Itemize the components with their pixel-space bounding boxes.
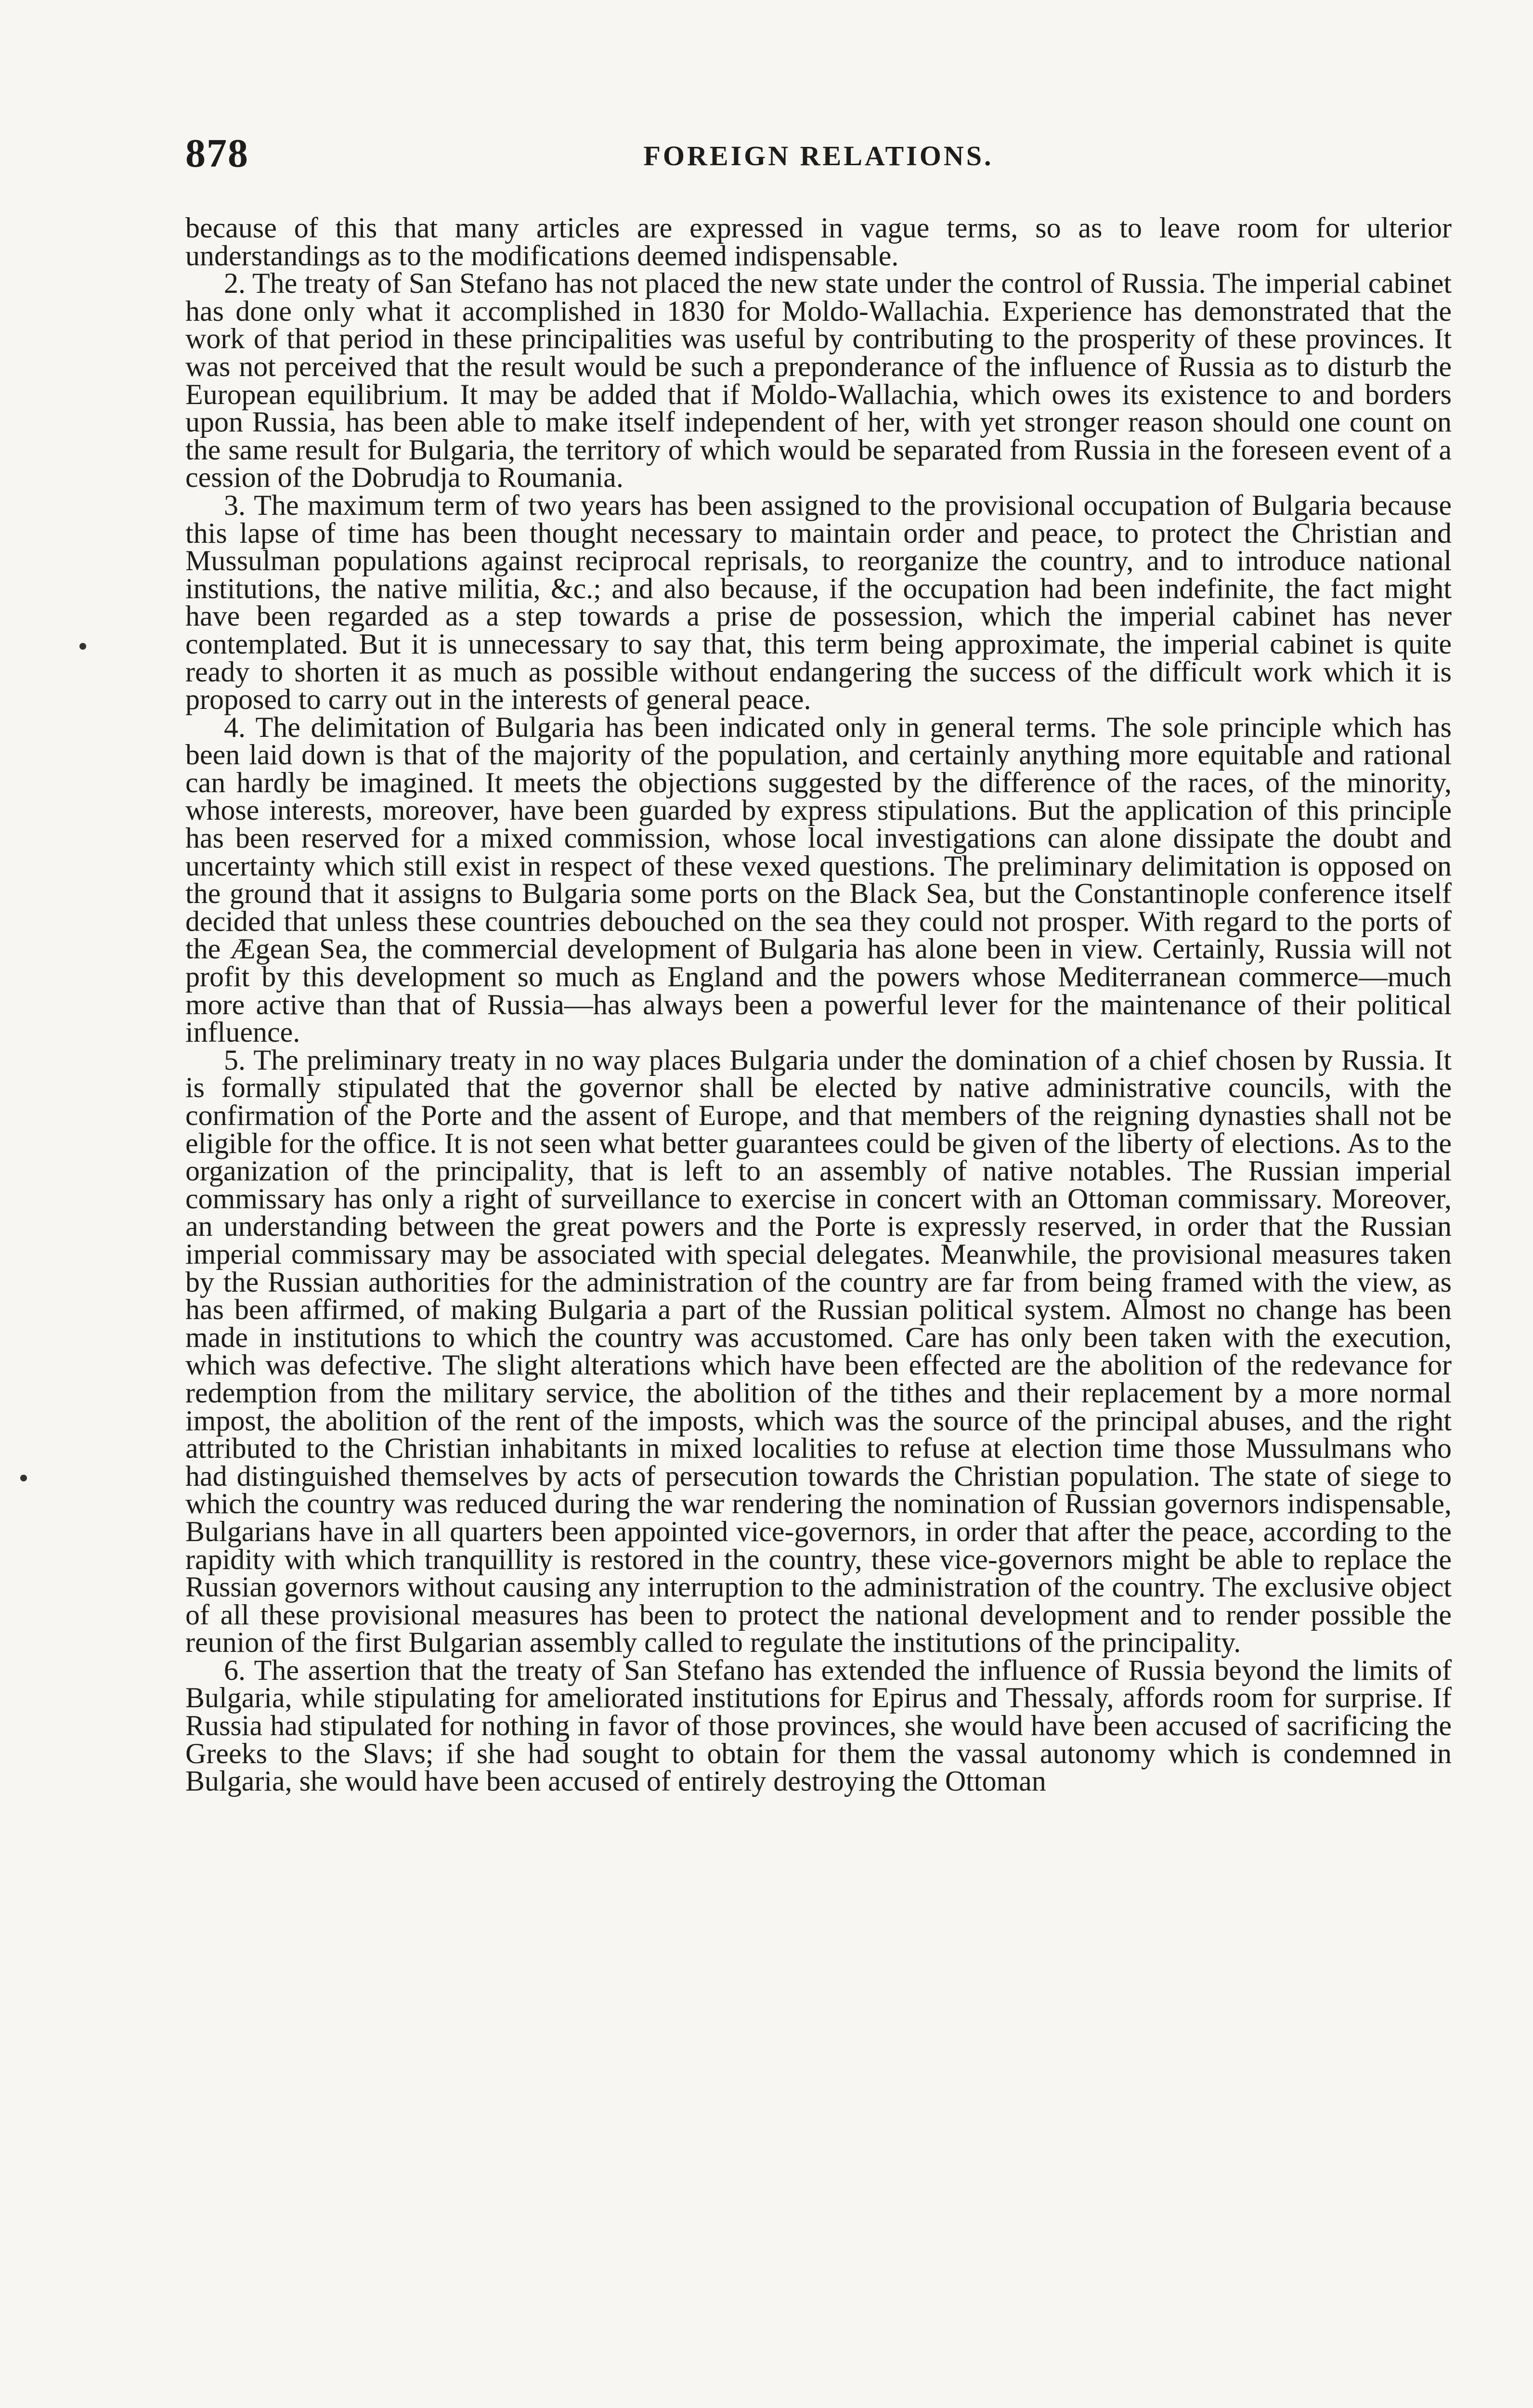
paragraph-6: 6. The assertion that the treaty of San Stefano has extended the influence of Russia beyond the limits of Bulgaria, while stipulating for ameliorated institutions for Epirus and Thessaly, affords room for surprise. If Russia had stipulated for nothing in favor of those provinces, she would have been accused of sacrificing the Greeks to the Slavs; if she had sought to obtain for them the vassal autonomy which is condemned in Bulgaria, she would have been accused of entirely destroying the Ottoman — [185, 1654, 1452, 1797]
page-header — [185, 130, 1452, 183]
paragraph-3: 3. The maximum term of two years has been assigned to the provisional occupation of Bulgaria because this lapse of time has been thought necessary to maintain order and peace, to protect the Christian and Mussulman populations against reciprocal reprisals, to reorganize the country, and to introduce national institutions, the native militia, &c.; and also because, if the occupation had been indefinite, the fact might have been regarded as a step towards a prise de possession, which the imperial cabinet has never contemplated. But it is unnecessary to say that, this term being approximate, the imperial cabinet is quite ready to shorten it as much as possible without endangering the success of the difficult work which it is proposed to carry out in the interests of general peace. — [185, 489, 1452, 716]
running-title: FOREIGN RELATIONS. — [643, 140, 994, 171]
margin-dot — [20, 1475, 27, 1481]
body-text — [185, 214, 1452, 1795]
paragraph-2: 2. The treaty of San Stefano has not placed the new state under the control of Russia. The imperial cabinet has done only what it accomplished in 1830 for Moldo-Wallachia. Experience has demonstrated that the work of that period in these principalities was useful by contributing to the prosperity of these provinces. It was not perceived that the result would be such a preponderance of the influence of Russia as to disturb the European equilibrium. It may be added that if Moldo-Wallachia, which owes its existence to and borders upon Russia, has been able to make itself independent of her, with yet stronger reason should one count on the same result for Bulgaria, the territory of which would be separated from Russia in the foreseen event of a cession of the Dobrudja to Roumania. — [185, 267, 1452, 494]
margin-dot — [79, 643, 86, 650]
paragraph-4: 4. The delimitation of Bulgaria has been indicated only in general terms. The sole principle which has been laid down is that of the majority of the population, and certainly anything more equitable and rational can hardly be imagined. It meets the objections suggested by the difference of the races, of the minority, whose interests, moreover, have been guarded by express stipulations. But the application of this principle has been reserved for a mixed commission, whose local investigations can alone dissipate the doubt and uncertainty which still exist in respect of these vexed questions. The preliminary delimitation is opposed on the ground that it assigns to Bulgaria some ports on the Black Sea, but the Constantinople conference itself decided that unless these countries debouched on the sea they could not prosper. With regard to the ports of the Ægean Sea, the commercial development of Bulgaria has alone been in view. Certainly, Russia will not profit by this development so much as England and the powers whose Mediterranean commerce—much more active than that of Russia—has always been a powerful lever for the maintenance of their political influence. — [185, 711, 1452, 1048]
paragraph-5: 5. The preliminary treaty in no way places Bulgaria under the domination of a chief chosen by Russia. It is formally stipulated that the governor shall be elected by native administrative councils, with the confirmation of the Porte and the assent of Europe, and that members of the reigning dynasties shall not be eligible for the office. It is not seen what better guarantees could be given of the liberty of elections. As to the organization of the principality, that is left to an assembly of native notables. The Russian imperial commissary has only a right of surveillance to exercise in concert with an Ottoman commissary. Moreover, an understanding between the great powers and the Porte is expressly reserved, in order that the Russian imperial commissary may be associated with special delegates. Meanwhile, the provisional measures taken by the Russian authorities for the administration of the country are far from being framed with the view, as has been affirmed, of making Bulgaria a part of the Russian political system. Almost no change has been made in institutions to which the country was accustomed. Care has only been taken with the execution, which was defective. The slight alterations which have been effected are the abolition of the redevance for redemption from the military service, the abolition of the tithes and their replacement by a more normal impost, the abolition of the rent of the imposts, which was the source of the principal abuses, and the right attributed to the Christian inhabitants in mixed localities to refuse at election time those Mussulmans who had distinguished themselves by acts of persecution towards the Christian population. The state of siege to which the country was reduced during the war rendering the nomination of Russian governors indispensable, Bulgarians have in all quarters been appointed vice-governors, in order that after the peace, according to the rapidity with which tranquillity is restored in the country, these vice-governors might be able to replace the Russian governors without causing any interruption to the administration of the country. The exclusive object of all these provisional measures has been to protect the national development and to render possible the reunion of the first Bulgarian assembly called to regulate the institutions of the principality. — [185, 1044, 1452, 1659]
paragraph-continuation: because of this that many articles are expressed in vague terms, so as to leave room for ulterior understandings as to the modifications deemed indispensable. — [185, 212, 1452, 272]
page-number: 878 — [185, 131, 249, 176]
